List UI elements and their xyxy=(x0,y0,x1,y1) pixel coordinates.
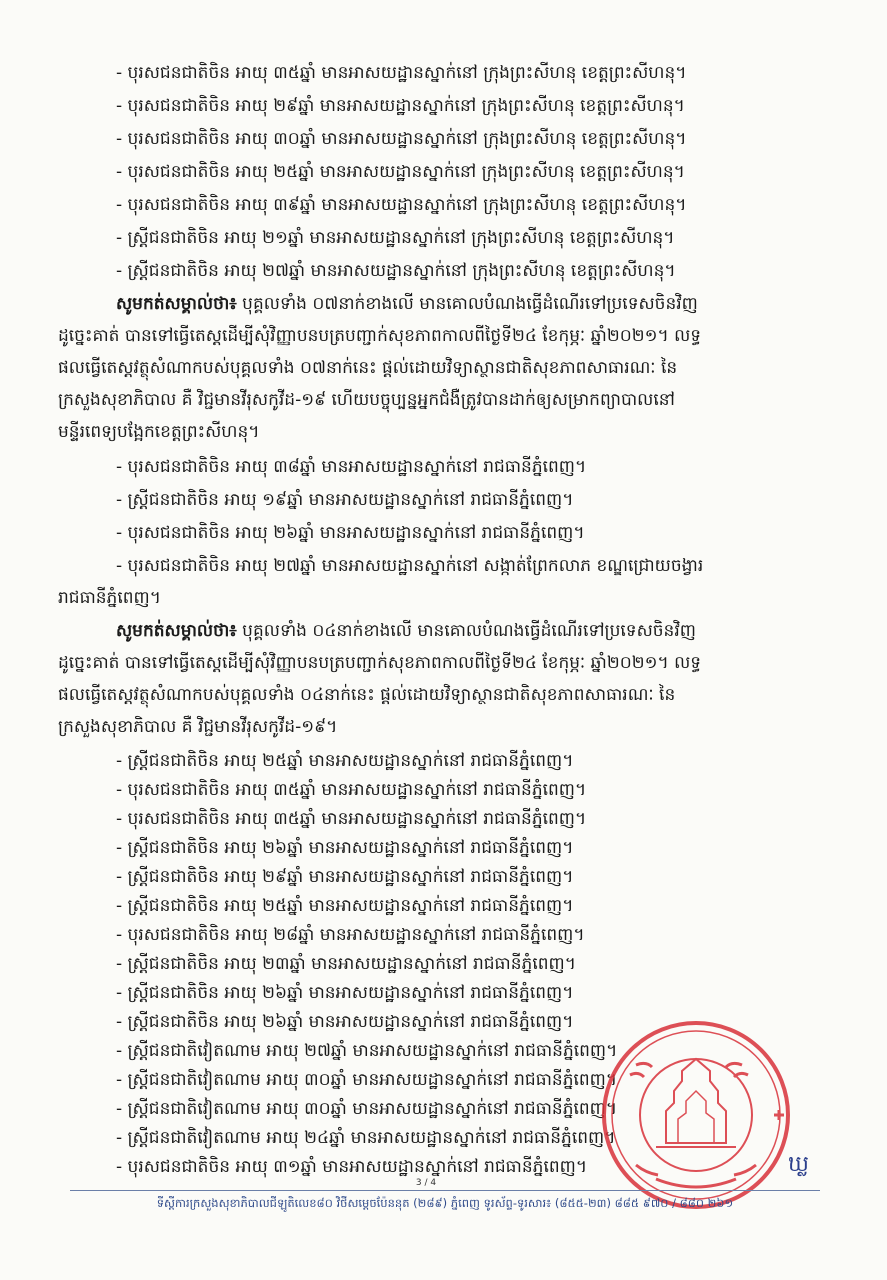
list-item: - ស្ត្រីជនជាតិវៀតណាម អាយុ ២៤ឆ្នាំ មានអាសយដ្ឋានស្នាក់នៅ រាជធានីភ្នំពេញ។ xyxy=(116,1128,616,1148)
list-item: - បុរសជនជាតិចិន អាយុ ៣៥ឆ្នាំ មានអាសយដ្ឋានស្នាក់នៅ រាជធានីភ្នំពេញ។ xyxy=(116,809,587,829)
list-item: - បុរសជនជាតិចិន អាយុ ៣៥ឆ្នាំ មានអាសយដ្ឋានស្នាក់នៅ រាជធានីភ្នំពេញ។ xyxy=(116,780,587,800)
list-item: - បុរសជនជាតិចិន អាយុ ៣០ឆ្នាំ មានអាសយដ្ឋានស្នាក់នៅ ក្រុងព្រះសីហនុ ខេត្តព្រះសីហនុ។ xyxy=(116,129,687,149)
list-item: - បុរសជនជាតិចិន អាយុ ៣៥ឆ្នាំ មានអាសយដ្ឋានស្នាក់នៅ ក្រុងព្រះសីហនុ ខេត្តព្រះសីហនុ។ xyxy=(116,63,687,83)
list-item: - បុរសជនជាតិចិន អាយុ ២៩ឆ្នាំ មានអាសយដ្ឋានស្នាក់នៅ ក្រុងព្រះសីហនុ ខេត្តព្រះសីហនុ។ xyxy=(116,96,685,116)
note-continuation-line: ក្រសួងសុខាភិបាល គឺ វិជ្ជមានវីរុសកូវីដ-១៩។ xyxy=(58,717,338,737)
list-item: - បុរសជនជាតិចិន អាយុ ២៧ឆ្នាំ មានអាសយដ្ឋានស្នាក់នៅ សង្កាត់ព្រែកលាភ ខណ្ឌជ្រោយចង្វារ xyxy=(116,556,704,576)
list-item: - ស្ត្រីជនជាតិចិន អាយុ ២៦ឆ្នាំ មានអាសយដ្ឋានស្នាក់នៅ រាជធានីភ្នំពេញ។ xyxy=(116,1012,574,1032)
list-item: - ស្ត្រីជនជាតិវៀតណាម អាយុ ៣០ឆ្នាំ មានអាសយដ្ឋានស្នាក់នៅ រាជធានីភ្នំពេញ។ xyxy=(116,1070,618,1090)
list-item-continuation: រាជធានីភ្នំពេញ។ xyxy=(58,588,161,608)
list-item: - បុរសជនជាតិចិន អាយុ ៣៩ឆ្នាំ មានអាសយដ្ឋានស្នាក់នៅ ក្រុងព្រះសីហនុ ខេត្តព្រះសីហនុ។ xyxy=(116,195,687,215)
list-item: - បុរសជនជាតិចិន អាយុ ៣១ឆ្នាំ មានអាសយដ្ឋានស្នាក់នៅ រាជធានីភ្នំពេញ។ xyxy=(116,1157,588,1177)
note-continuation-line: ដូច្នេះគាត់ បានទៅធ្វើតេស្តដើម្បីសុំវិញ្ញាបនបត្របញ្ជាក់សុខភាពកាលពីថ្ងៃទី២៤ ខែកុម្ភៈ ឆ្នាំ២០២១។ លទ្ធ xyxy=(58,653,702,673)
note-continuation-line: ផលធ្វើតេស្តវត្ថុសំណាកបស់បុគ្គលទាំង ០៧នាក់នេះ ផ្តល់ដោយវិទ្យាស្ថានជាតិសុខភាពសាធារណៈ នៃ xyxy=(58,358,678,378)
list-item: - ស្ត្រីជនជាតិវៀតណាម អាយុ ៣០ឆ្នាំ មានអាសយដ្ឋានស្នាក់នៅ រាជធានីភ្នំពេញ។ xyxy=(116,1099,618,1119)
list-item: - ស្ត្រីជនជាតិចិន អាយុ ២៥ឆ្នាំ មានអាសយដ្ឋានស្នាក់នៅ រាជធានីភ្នំពេញ។ xyxy=(116,896,574,916)
note-text: បុគ្គលទាំង ០៧នាក់ខាងលើ មានគោលបំណងធ្វើដំណើរទៅប្រទេសចិនវិញ xyxy=(236,294,698,314)
handwritten-initial: ឃ្ល xyxy=(788,1152,809,1177)
list-item: - ស្ត្រីជនជាតិចិន អាយុ ២៩ឆ្នាំ មានអាសយដ្ឋានស្នាក់នៅ រាជធានីភ្នំពេញ។ xyxy=(116,867,574,887)
list-item: - ស្ត្រីជនជាតិចិន អាយុ ២៥ឆ្នាំ មានអាសយដ្ឋានស្នាក់នៅ រាជធានីភ្នំពេញ។ xyxy=(116,751,574,771)
note-label: សូមកត់សម្គាល់ថា៖ xyxy=(116,294,237,314)
list-item: - បុរសជនជាតិចិន អាយុ ២៨ឆ្នាំ មានអាសយដ្ឋានស្នាក់នៅ រាជធានីភ្នំពេញ។ xyxy=(116,925,585,945)
footer-address: ទីស្តីការក្រសួងសុខាភិបាលជីឡូតិលេខ៨០ វិថីសម្តេចប៉ែននុត (២៨៩) ភ្នំពេញ ទូរស័ព្ទ-ទូរសារ៖ (៨៥៥-២៣) ៨៨៥ ៩៧០ / ៨៨០ ២៦១ xyxy=(156,1196,734,1210)
page-number: 3 / 4 xyxy=(415,1178,437,1188)
list-item: - ស្ត្រីជនជាតិចិន អាយុ ១៩ឆ្នាំ មានអាសយដ្ឋានស្នាក់នៅ រាជធានីភ្នំពេញ។ xyxy=(116,490,574,510)
note-continuation-line: មន្ទីរពេទ្យបង្អែកខេត្តព្រះសីហនុ។ xyxy=(58,422,260,442)
list-item: - ស្ត្រីជនជាតិចិន អាយុ ២៣ឆ្នាំ មានអាសយដ្ឋានស្នាក់នៅ រាជធានីភ្នំពេញ។ xyxy=(116,954,576,974)
list-item: - ស្ត្រីជនជាតិចិន អាយុ ២៧ឆ្នាំ មានអាសយដ្ឋានស្នាក់នៅ ក្រុងព្រះសីហនុ ខេត្តព្រះសីហនុ។ xyxy=(116,261,676,281)
list-item: - បុរសជនជាតិចិន អាយុ ២៦ឆ្នាំ មានអាសយដ្ឋានស្នាក់នៅ រាជធានីភ្នំពេញ។ xyxy=(116,523,585,543)
note-continuation-line: ដូច្នេះគាត់ បានទៅធ្វើតេស្តដើម្បីសុំវិញ្ញាបនបត្របញ្ជាក់សុខភាពកាលពីថ្ងៃទី២៤ ខែកុម្ភៈ ឆ្នាំ២០២១។ លទ្ធ xyxy=(58,326,702,346)
list-item: - ស្ត្រីជនជាតិចិន អាយុ ២១ឆ្នាំ មានអាសយដ្ឋានស្នាក់នៅ ក្រុងព្រះសីហនុ ខេត្តព្រះសីហនុ។ xyxy=(116,228,675,248)
official-seal-stamp xyxy=(596,1015,796,1215)
note-label: សូមកត់សម្គាល់ថា៖ xyxy=(116,621,237,641)
list-item: - បុរសជនជាតិចិន អាយុ ២៥ឆ្នាំ មានអាសយដ្ឋានស្នាក់នៅ ក្រុងព្រះសីហនុ ខេត្តព្រះសីហនុ។ xyxy=(116,162,685,182)
note-continuation-line: ក្រសួងសុខាភិបាល គឺ វិជ្ជមានវីរុសកូវីដ-១៩ ហើយបច្ចុប្បន្នអ្នកជំងឺត្រូវបានដាក់ឲ្យសម្រាកព្យាបាលនៅ xyxy=(58,390,675,410)
footer-divider xyxy=(70,1190,820,1191)
note-text: បុគ្គលទាំង ០៤នាក់ខាងលើ មានគោលបំណងធ្វើដំណើរទៅប្រទេសចិនវិញ xyxy=(236,621,696,641)
list-item: - ស្ត្រីជនជាតិវៀតណាម អាយុ ២៧ឆ្នាំ មានអាសយដ្ឋានស្នាក់នៅ រាជធានីភ្នំពេញ។ xyxy=(116,1041,618,1061)
list-item: - បុរសជនជាតិចិន អាយុ ៣៨ឆ្នាំ មានអាសយដ្ឋានស្នាក់នៅ រាជធានីភ្នំពេញ។ xyxy=(116,457,587,477)
list-item: - ស្ត្រីជនជាតិចិន អាយុ ២៦ឆ្នាំ មានអាសយដ្ឋានស្នាក់នៅ រាជធានីភ្នំពេញ។ xyxy=(116,838,574,858)
list-item: - ស្ត្រីជនជាតិចិន អាយុ ២៦ឆ្នាំ មានអាសយដ្ឋានស្នាក់នៅ រាជធានីភ្នំពេញ។ xyxy=(116,983,574,1003)
note-paragraph-first-line xyxy=(116,289,816,319)
note-paragraph-first-line xyxy=(116,616,816,646)
note-continuation-line: ផលធ្វើតេស្តវត្ថុសំណាកបស់បុគ្គលទាំង ០៤នាក់នេះ ផ្តល់ដោយវិទ្យាស្ថានជាតិសុខភាពសាធារណៈ នៃ xyxy=(58,685,676,705)
